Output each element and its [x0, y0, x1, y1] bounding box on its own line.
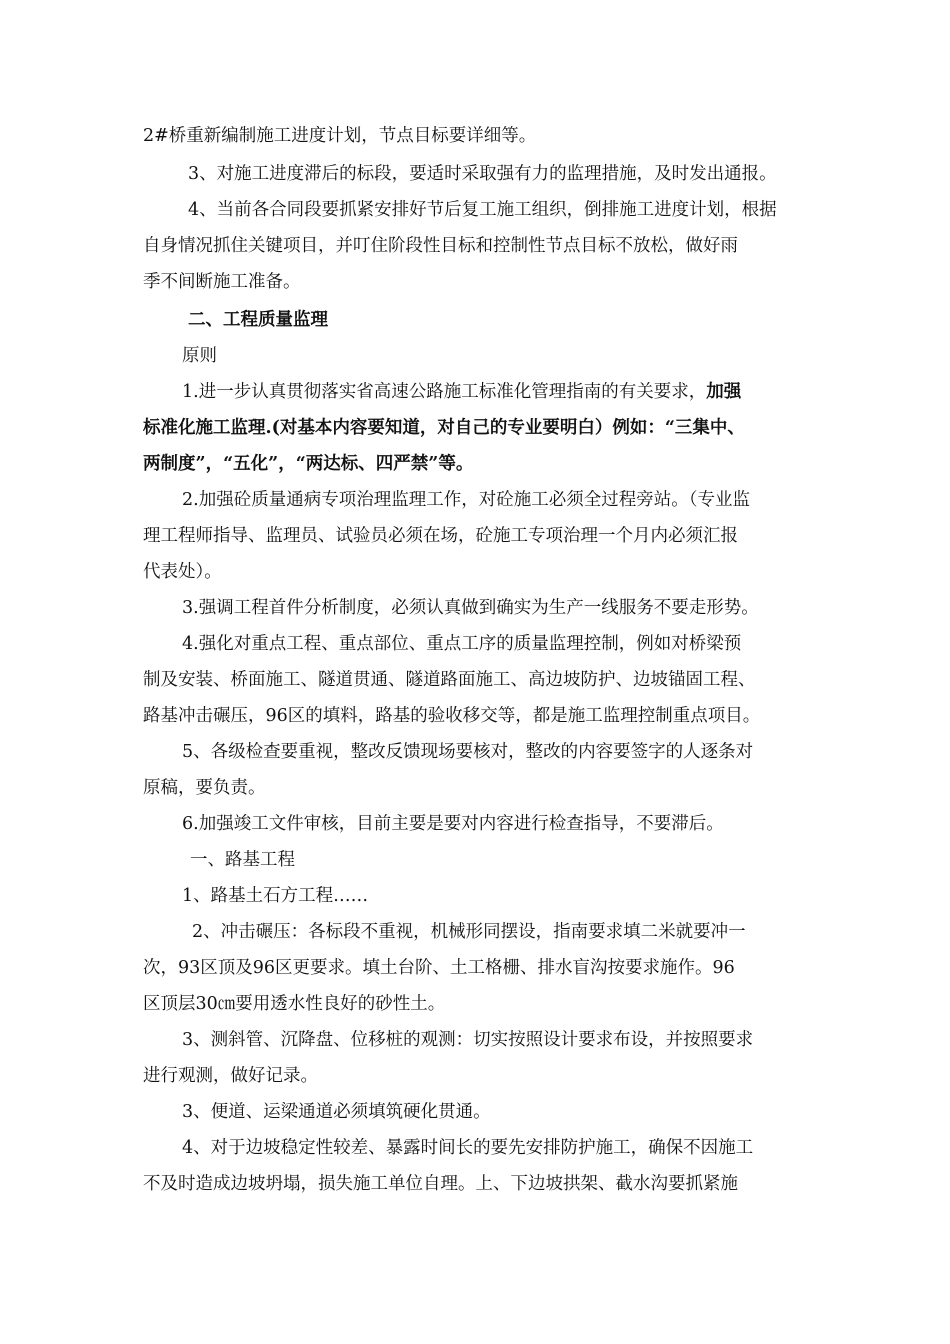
text-line: 2#桥重新编制施工进度计划，节点目标要详细等。	[143, 126, 537, 146]
bold-text-span: 加强	[706, 382, 742, 402]
text-line: 原稿，要负责。	[143, 778, 266, 798]
text-line: 4.强化对重点工程、重点部位、重点工序的质量监理控制，例如对桥梁预	[182, 634, 742, 654]
text-line: 不及时造成边坡坍塌，损失施工单位自理。上、下边坡拱架、截水沟要抓紧施	[143, 1174, 738, 1194]
text-line: 代表处）。	[143, 562, 222, 582]
text-line: 4、对于边坡稳定性较差、暴露时间长的要先安排防护施工，确保不因施工	[182, 1138, 754, 1158]
text-line: 2、冲击碾压：各标段不重视，机械形同摆设，指南要求填二米就要冲一	[192, 922, 746, 942]
text-line: 3、测斜管、沉降盘、位移桩的观测：切实按照设计要求布设，并按照要求	[182, 1030, 754, 1050]
bold-text-line: 标准化施工监理.(对基本内容要知道，对自己的专业要明白）例如：“三集中、	[143, 418, 745, 438]
text-line	[182, 380, 741, 404]
text-line: 自身情况抓住关键项目，并叮住阶段性目标和控制性节点目标不放松，做好雨	[143, 236, 738, 256]
text-line: 制及安装、桥面施工、隧道贯通、隧道路面施工、高边坡防护、边坡锚固工程、	[143, 670, 756, 690]
text-line: 6.加强竣工文件审核，目前主要是要对内容进行检查指导，不要滞后。	[182, 814, 724, 834]
text-line: 季不间断施工准备。	[143, 272, 301, 292]
bold-text-line: 两制度”，“五化”，“两达标、四严禁”等。	[143, 454, 474, 474]
text-line: 路基冲击碾压，96区的填料，路基的验收移交等，都是施工监理控制重点项目。	[143, 706, 761, 726]
text-line: 2.加强砼质量通病专项治理监理工作，对砼施工必须全过程旁站。（专业监	[182, 490, 750, 510]
text-line: 进行观测，做好记录。	[143, 1066, 318, 1086]
text-line: 3、对施工进度滞后的标段，要适时采取强有力的监理措施，及时发出通报。	[188, 164, 777, 184]
text-line: 次，93区顶及96区更要求。填土台阶、土工格栅、排水盲沟按要求施作。96	[143, 958, 735, 978]
text-line: 理工程师指导、监理员、试验员必须在场，砼施工专项治理一个月内必须汇报	[143, 526, 738, 546]
text-line: 1、路基土石方工程……	[182, 886, 369, 906]
text-line: 区顶层30㎝要用透水性良好的砂性土。	[143, 994, 446, 1014]
section-heading: 二、工程质量监理	[188, 310, 328, 330]
text-line: 5、各级检查要重视，整改反馈现场要核对，整改的内容要签字的人逐条对	[182, 742, 754, 762]
text-line: 3、便道、运梁通道必须填筑硬化贯通。	[182, 1102, 491, 1122]
subheading: 原则	[182, 346, 217, 366]
text-line: 3.强调工程首件分析制度，必须认真做到确实为生产一线服务不要走形势。	[182, 598, 759, 618]
text-line: 4、当前各合同段要抓紧安排好节后复工施工组织，倒排施工进度计划，根据	[188, 200, 777, 220]
text-span: 1.进一步认真贯彻落实省高速公路施工标准化管理指南的有关要求，	[182, 382, 707, 402]
subsection-heading: 一、路基工程	[190, 850, 295, 870]
